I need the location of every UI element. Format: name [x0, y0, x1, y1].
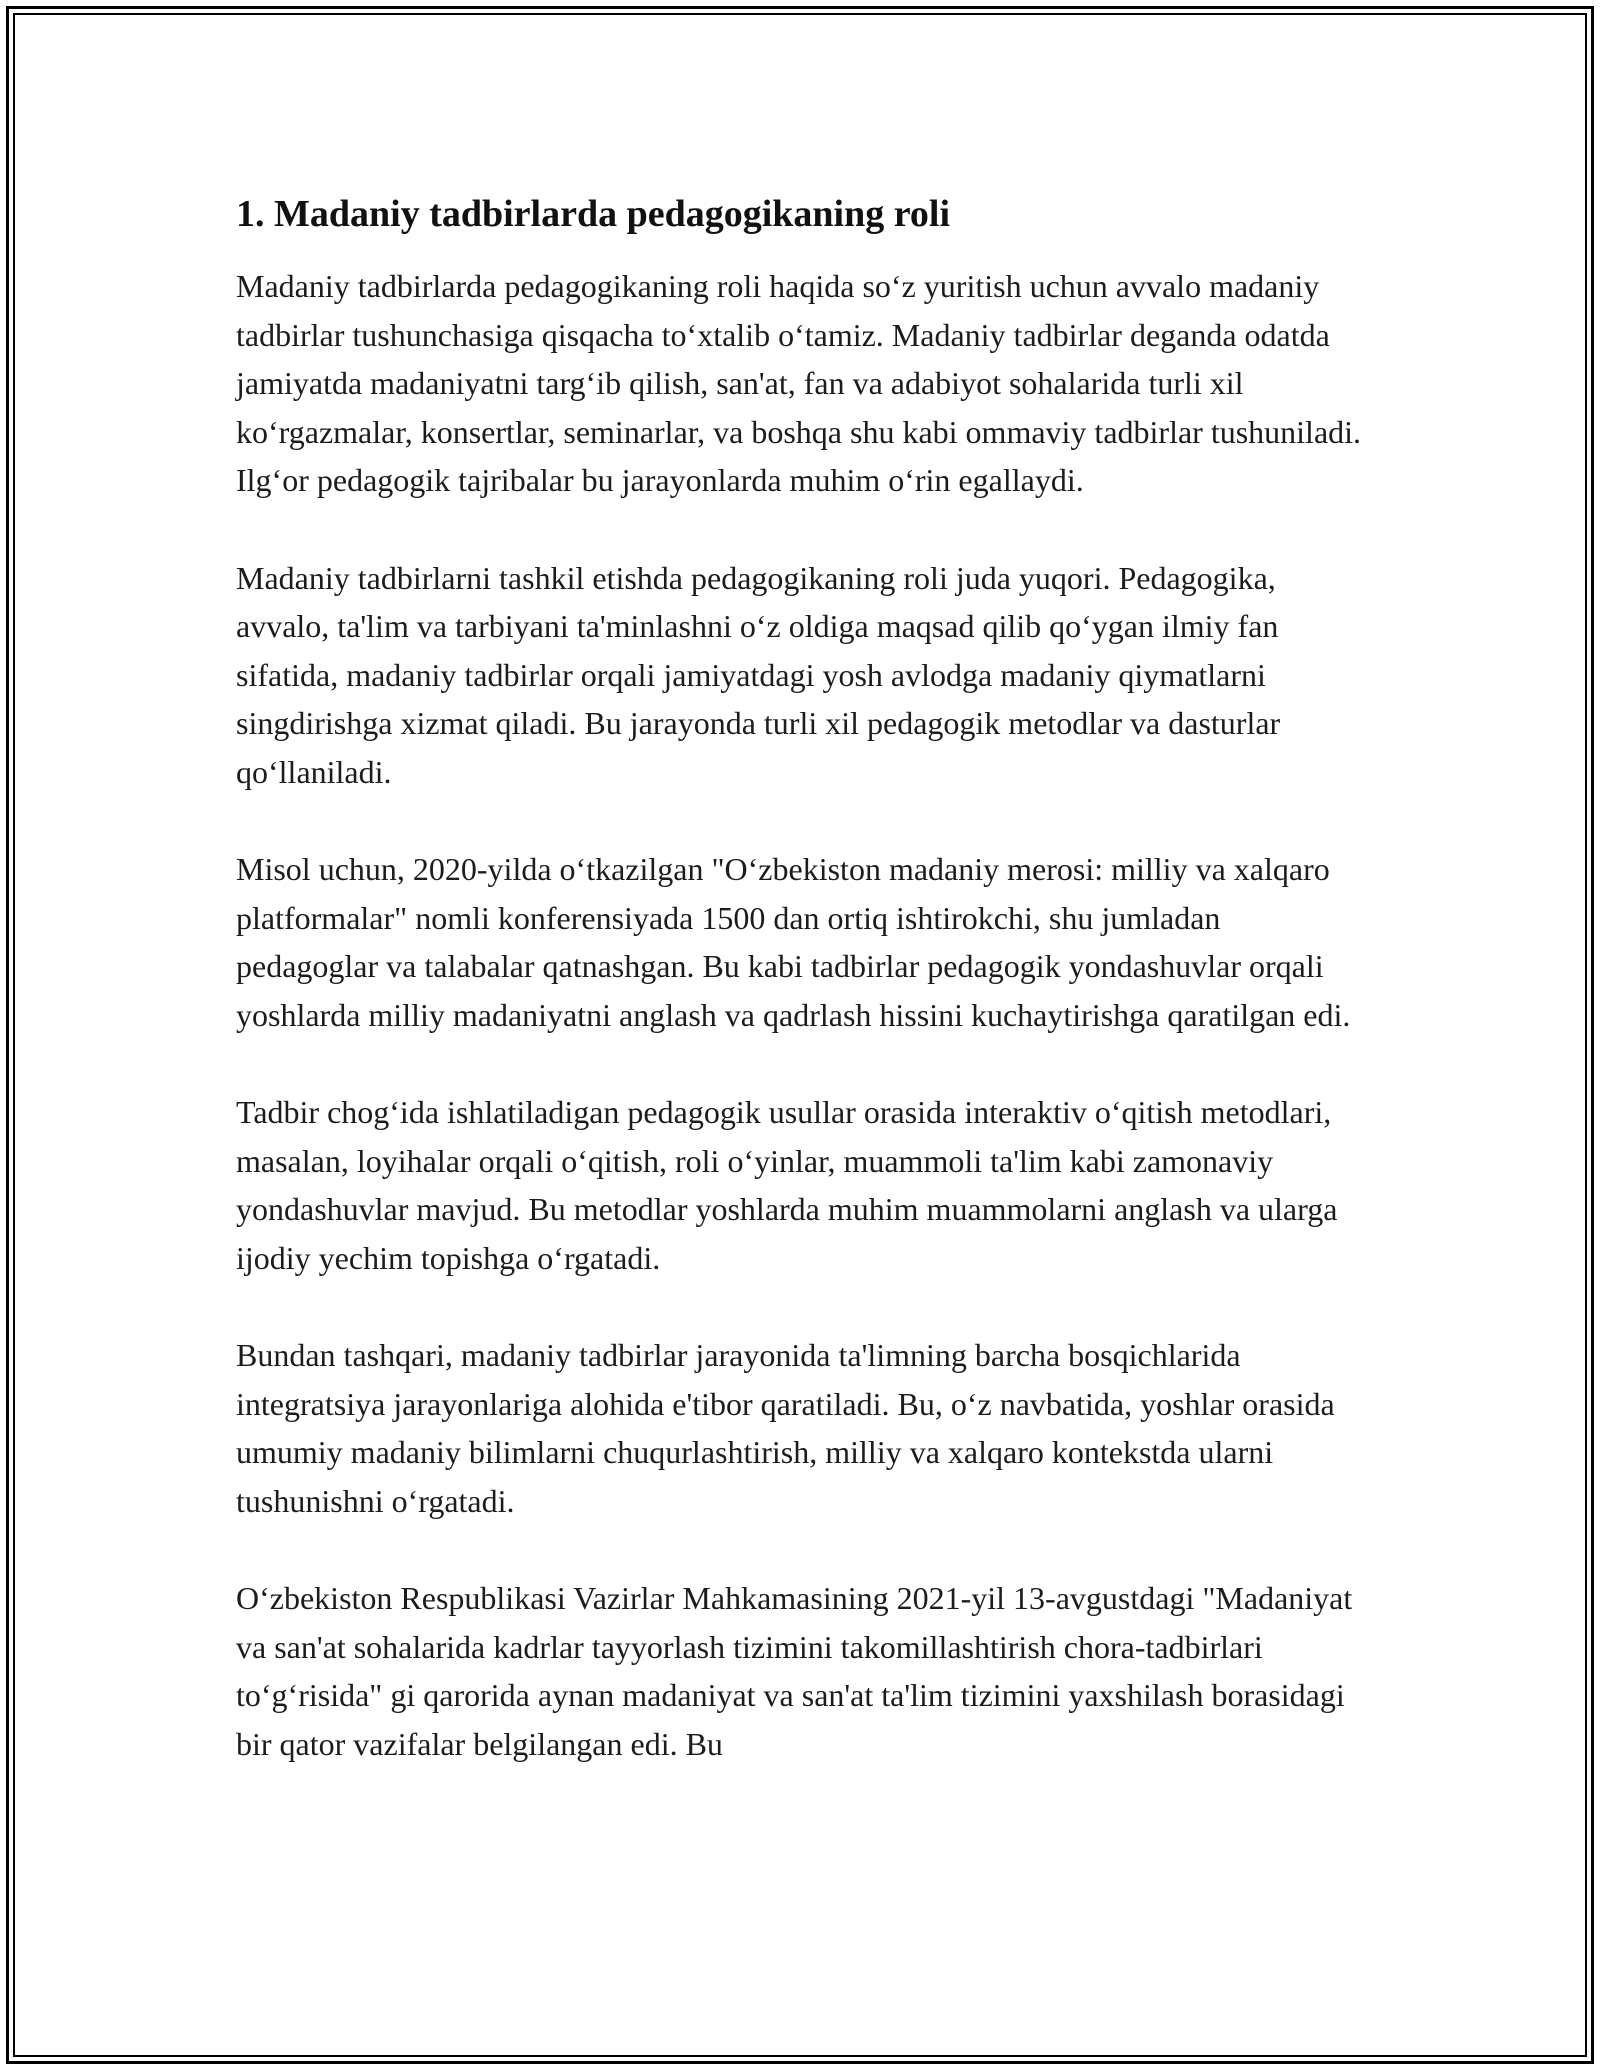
paragraph-5: Bundan tashqari, madaniy tadbirlar jarayonida ta'limning barcha bosqichlarida integratsiya jarayonlariga alohida e'tibor qaratiladi. Bu, o‘z navbatida, yoshlar orasida umumiy madaniy bilimlarni chuqurlashtirish, milliy va xalqaro kontekstda ularni tushunishni o‘rgatadi. [236, 1337, 1335, 1519]
paragraph-6: O‘zbekiston Respublikasi Vazirlar Mahkamasining 2021-yil 13-avgustdagi "Madaniyat va san'at sohalarida kadrlar tayyorlash tizimini takomillashtirish chora-tadbirlari to‘g‘risida" gi qarorida aynan madaniyat va san'at ta'lim tizimini yaxshilash borasidagi bir qator vazifalar belgilangan edi. Bu [236, 1580, 1353, 1762]
paragraph-1: Madaniy tadbirlarda pedagogikaning roli haqida so‘z yuritish uchun avvalo madaniy tadbirlar tushunchasiga qisqacha to‘xtalib o‘tamiz. Madaniy tadbirlar deganda odatda jamiyatda madaniyatni targ‘ib qilish, san'at, fan va adabiyot sohalarida turli xil ko‘rgazmalar, konsertlar, seminarlar, va boshqa shu kabi ommaviy tadbirlar tushuniladi. Ilg‘or pedagogik tajribalar bu jarayonlarda muhim o‘rin egallaydi. [236, 268, 1362, 498]
paragraph-2: Madaniy tadbirlarni tashkil etishda pedagogikaning roli juda yuqori. Pedagogika, avvalo, ta'lim va tarbiyani ta'minlashni o‘z oldiga maqsad qilib qo‘ygan ilmiy fan sifatida, madaniy tadbirlar orqali jamiyatdagi yosh avlodga madaniy qiymatlarni singdirishga xizmat qiladi. Bu jarayonda turli xil pedagogik metodlar va dasturlar qo‘llaniladi. [236, 559, 1281, 790]
paragraph-4: Tadbir chog‘ida ishlatiladigan pedagogik usullar orasida interaktiv o‘qitish metodlari, masalan, loyihalar orqali o‘qitish, roli o‘yinlar, muammoli ta'lim kabi zamonaviy yondashuvlar mavjud. Bu metodlar yoshlarda muhim muammolarni anglash va ularga ijodiy yechim topishga o‘rgatadi. [236, 1094, 1338, 1276]
paragraph-3: Misol uchun, 2020-yilda o‘tkazilgan "O‘zbekiston madaniy merosi: milliy va xalqaro platformalar" nomli konferensiyada 1500 dan ortiq ishtirokchi, shu jumladan pedagoglar va talabalar qatnashgan. Bu kabi tadbirlar pedagogik yondashuvlar orqali yoshlarda milliy madaniyatni anglash va qadrlash hissini kuchaytirishga qaratilgan edi. [236, 851, 1351, 1033]
document-body [236, 188, 1366, 1768]
section-title: 1. Madaniy tadbirlarda pedagogikaning roli [236, 193, 951, 235]
